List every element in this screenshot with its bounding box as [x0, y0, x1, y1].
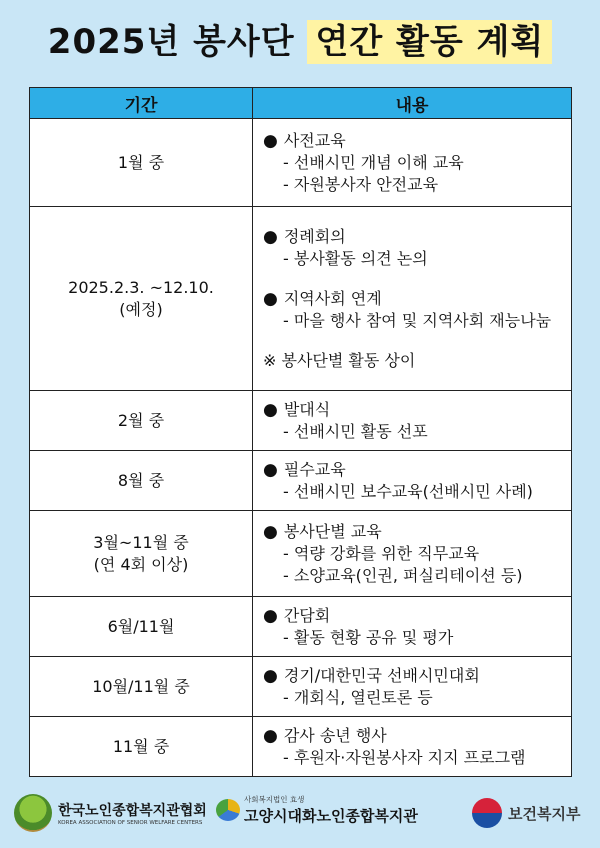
bullet-icon: ●: [263, 399, 278, 420]
bullet-item: [263, 459, 571, 481]
bullet-text: 간담회: [283, 605, 331, 625]
taegeuk-emblem-icon: [472, 798, 502, 828]
sub-item: - 후원자·자원봉사자 지지 프로그램: [283, 747, 526, 767]
table-row: [30, 717, 572, 777]
content-cell: [253, 657, 572, 717]
bullet-item: [263, 665, 571, 687]
period-cell: 11월 중: [30, 717, 253, 777]
sub-item: - 소양교육(인권, 퍼실리테이션 등): [283, 565, 523, 585]
bullet-icon: ●: [263, 665, 278, 686]
period-cell: 2025.2.3. ~12.10. (예정): [30, 207, 253, 391]
senior-emblem-icon: [14, 794, 52, 832]
bullet-item: [263, 288, 571, 310]
sub-item: - 개회식, 열린토론 등: [283, 687, 433, 707]
bullet-icon: ●: [263, 226, 278, 247]
content-cell: [253, 451, 572, 511]
table-row: [30, 597, 572, 657]
period-cell: 8월 중: [30, 451, 253, 511]
content-cell: [253, 597, 572, 657]
bullet-text: 경기/대한민국 선배시민대회: [283, 665, 480, 685]
content-cell: [253, 119, 572, 207]
table-header-row: [30, 88, 572, 119]
note-text: ※ 봉사단별 활동 상이: [263, 350, 416, 370]
footer-logos: [0, 790, 600, 840]
sub-item: - 활동 현황 공유 및 평가: [283, 627, 454, 647]
org2-subtitle: 사회복지법인 효생: [244, 795, 305, 804]
org3-logo: [472, 798, 580, 828]
period-cell: 10월/11월 중: [30, 657, 253, 717]
bullet-text: 사전교육: [283, 130, 346, 150]
bullet-text: 발대식: [283, 399, 331, 419]
bullet-icon: ●: [263, 459, 278, 480]
bullet-icon: ●: [263, 288, 278, 309]
bullet-item: [263, 130, 571, 152]
content-cell: [253, 511, 572, 597]
bullet-text: 지역사회 연계: [283, 288, 382, 308]
bullet-item: [263, 226, 571, 248]
bullet-text: 감사 송년 행사: [283, 725, 387, 745]
activity-plan-table: [29, 87, 572, 777]
sub-item: - 선배시민 개념 이해 교육: [283, 152, 464, 172]
org2-name: 고양시대화노인종합복지관: [244, 807, 418, 825]
org1-name-en: KOREA ASSOCIATION OF SENIOR WELFARE CENTERS: [58, 820, 203, 826]
welfare-center-mark-icon: [216, 799, 240, 821]
bullet-text: 정례회의: [283, 226, 346, 246]
period-cell: 1월 중: [30, 119, 253, 207]
content-cell: [253, 717, 572, 777]
table-row: [30, 391, 572, 451]
period-cell: 6월/11월: [30, 597, 253, 657]
bullet-item: [263, 605, 571, 627]
bullet-icon: ●: [263, 130, 278, 151]
table-row: [30, 657, 572, 717]
column-header-content: 내용: [253, 88, 572, 119]
sub-item: - 선배시민 보수교육(선배시민 사례): [283, 481, 533, 501]
bullet-icon: ●: [263, 725, 278, 746]
title-highlight: 연간 활동 계획: [307, 20, 552, 64]
sub-item: - 봉사활동 의견 논의: [283, 248, 428, 268]
sub-item: - 자원봉사자 안전교육: [283, 174, 439, 194]
bullet-icon: ●: [263, 605, 278, 626]
table-row: [30, 451, 572, 511]
page-title: [0, 14, 600, 63]
bullet-item: [263, 399, 571, 421]
title-plain: 2025년 봉사단: [47, 22, 295, 62]
bullet-text: 필수교육: [283, 459, 346, 479]
sub-item: - 선배시민 활동 선포: [283, 421, 428, 441]
table-row: [30, 207, 572, 391]
table-body: [30, 119, 572, 777]
table-row: [30, 119, 572, 207]
bullet-text: 봉사단별 교육: [283, 521, 382, 541]
org1-logo: [14, 794, 207, 832]
period-cell: 2월 중: [30, 391, 253, 451]
table-row: [30, 511, 572, 597]
org3-name: 보건복지부: [508, 804, 581, 823]
sub-item: - 역량 강화를 위한 직무교육: [283, 543, 480, 563]
bullet-icon: ●: [263, 521, 278, 542]
content-cell: [253, 391, 572, 451]
org2-logo: [216, 794, 418, 826]
bullet-item: [263, 521, 571, 543]
content-cell: [253, 207, 572, 391]
org1-name: 한국노인종합복지관협회: [58, 803, 207, 819]
sub-item: - 마을 행사 참여 및 지역사회 재능나눔: [283, 310, 552, 330]
column-header-period: 기간: [30, 88, 253, 119]
period-cell: 3월~11월 중 (연 4회 이상): [30, 511, 253, 597]
bullet-item: [263, 725, 571, 747]
